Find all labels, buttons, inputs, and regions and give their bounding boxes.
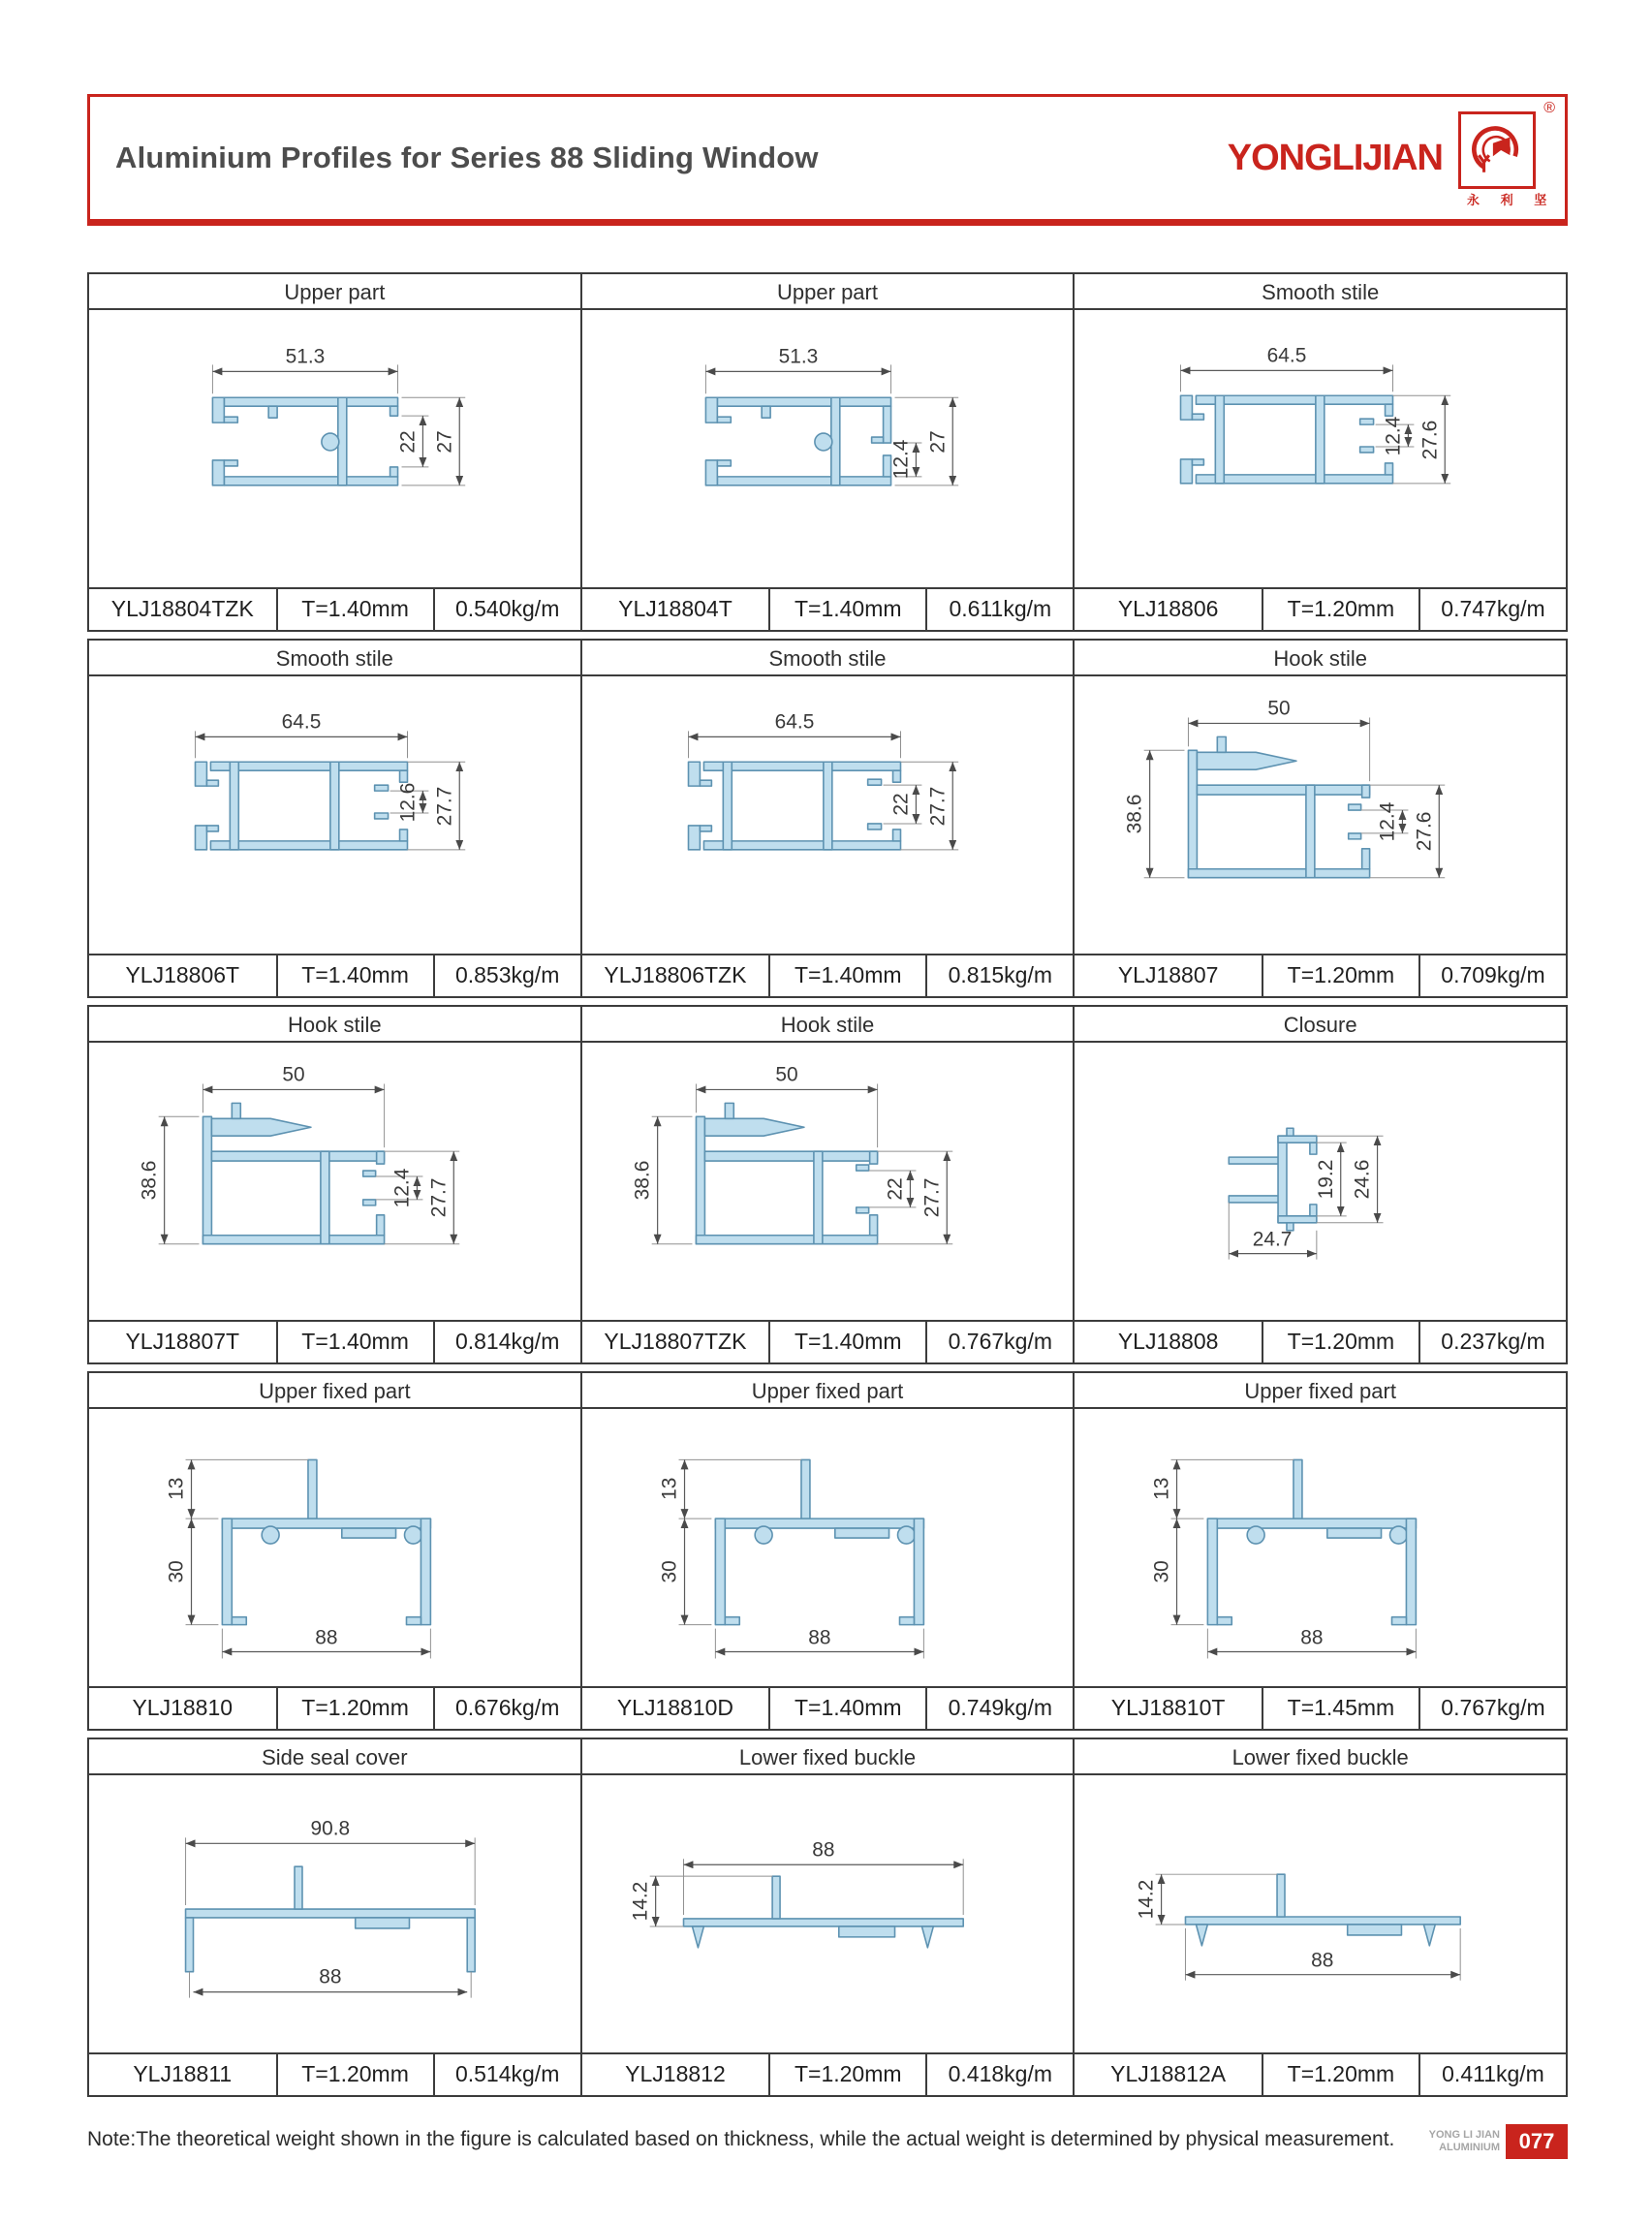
dim-left-height: 30	[165, 1560, 188, 1583]
dim-width: 50	[282, 1063, 305, 1086]
profile-grid	[87, 272, 1568, 2097]
profile-cell-ylj18807tzk	[580, 1005, 1075, 1364]
profile-thickness: T=1.20mm	[1262, 2054, 1418, 2095]
profile-drawing	[89, 1775, 580, 2052]
profile-thickness: T=1.20mm	[768, 2054, 925, 2095]
profile-drawing	[1075, 676, 1566, 954]
profile-cross-section	[1075, 1409, 1566, 1686]
profile-model: YLJ18808	[1117, 1329, 1219, 1354]
profile-spec-row	[89, 954, 580, 996]
dim-width: 64.5	[281, 710, 322, 734]
profile-cross-section	[582, 676, 1074, 954]
profile-category: Upper part	[582, 274, 1074, 310]
profile-cell-ylj18812	[580, 1738, 1075, 2097]
profile-cross-section	[89, 676, 580, 954]
dim-fin-height: 13	[658, 1477, 681, 1500]
grid-row-4	[87, 1371, 1568, 1731]
brand-logo-box	[1458, 111, 1536, 189]
profile-weight: 0.815kg/m	[925, 955, 1073, 996]
profile-category: Upper part	[89, 274, 580, 310]
dim-left-height: 14.2	[1135, 1879, 1158, 1920]
profile-cell-ylj18806t	[87, 639, 582, 998]
profile-category: Hook stile	[582, 1007, 1074, 1043]
profile-weight: 0.853kg/m	[433, 955, 580, 996]
profile-spec-row	[1075, 1686, 1566, 1729]
profile-spec-row	[89, 587, 580, 630]
profile-thickness: T=1.20mm	[276, 1688, 433, 1729]
dim-outer-height: 27.6	[1413, 811, 1436, 852]
dim-outer-height: 27.7	[433, 786, 456, 827]
profile-spec-row	[582, 587, 1074, 630]
profile-model: YLJ18812A	[1110, 2061, 1227, 2086]
profile-drawing	[1075, 310, 1566, 587]
dim-bottom-width: 88	[319, 1965, 342, 1988]
profile-cross-section	[1075, 1043, 1566, 1320]
profile-cross-section	[582, 310, 1074, 587]
profile-drawing	[89, 676, 580, 954]
brand-logo-icon	[1467, 120, 1527, 180]
profile-model: YLJ18807TZK	[604, 1329, 747, 1354]
profile-thickness: T=1.20mm	[1262, 1322, 1418, 1362]
dim-outer-height: 27	[433, 430, 456, 454]
profile-cross-section	[582, 1409, 1074, 1686]
profile-drawing	[582, 1043, 1074, 1320]
profile-cross-section	[1075, 676, 1566, 954]
profile-cell-ylj18808	[1073, 1005, 1568, 1364]
profile-spec-row	[89, 1686, 580, 1729]
profile-weight: 0.767kg/m	[1418, 1688, 1566, 1729]
profile-model: YLJ18810	[132, 1695, 234, 1720]
profile-category: Upper fixed part	[582, 1373, 1074, 1409]
profile-thickness: T=1.40mm	[276, 955, 433, 996]
profile-weight: 0.767kg/m	[925, 1322, 1073, 1362]
profile-category: Hook stile	[89, 1007, 580, 1043]
profile-spec-row	[1075, 587, 1566, 630]
dim-bottom-width: 88	[315, 1626, 338, 1649]
profile-spec-row	[582, 1320, 1074, 1362]
profile-cross-section	[1075, 1775, 1566, 2052]
dim-inner-height: 12.4	[1376, 801, 1399, 842]
dim-outer-height: 27.7	[427, 1177, 451, 1218]
dim-top-width: 88	[811, 1838, 835, 1862]
profile-thickness: T=1.40mm	[768, 589, 925, 630]
dim-fin-height: 13	[1150, 1477, 1173, 1500]
profile-drawing	[1075, 1409, 1566, 1686]
profile-model: YLJ18804T	[618, 596, 732, 621]
page-number-badge: 077	[1506, 2124, 1568, 2159]
dim-outer-height: 27	[925, 430, 949, 454]
dim-bottom-width: 24.7	[1253, 1228, 1293, 1251]
dim-bottom-width: 88	[1300, 1626, 1324, 1649]
grid-row-2	[87, 639, 1568, 998]
dim-outer-height: 27.7	[920, 1177, 943, 1218]
dim-left-height: 30	[658, 1560, 681, 1583]
dim-bottom-width: 88	[807, 1626, 831, 1649]
page-footer	[87, 2124, 1568, 2159]
dim-width: 50	[775, 1063, 798, 1086]
profile-thickness: T=1.20mm	[1262, 955, 1418, 996]
profile-weight: 0.747kg/m	[1418, 589, 1566, 630]
profile-category: Upper fixed part	[1075, 1373, 1566, 1409]
footer-brand-line1: YONG LI JIAN	[1428, 2129, 1500, 2142]
profile-spec-row	[582, 1686, 1074, 1729]
profile-drawing	[1075, 1775, 1566, 2052]
profile-drawing	[582, 1409, 1074, 1686]
profile-weight: 0.418kg/m	[925, 2054, 1073, 2095]
brand-block	[1227, 100, 1556, 207]
profile-weight: 0.709kg/m	[1418, 955, 1566, 996]
profile-category: Smooth stile	[582, 641, 1074, 676]
dim-outer-height: 27.7	[925, 786, 949, 827]
profile-model: YLJ18806TZK	[604, 962, 747, 987]
profile-thickness: T=1.45mm	[1262, 1688, 1418, 1729]
profile-model: YLJ18810D	[616, 1695, 734, 1720]
footer-brand-line2: ALUMINIUM	[1439, 2142, 1500, 2153]
brand-logo	[1458, 100, 1556, 207]
profile-thickness: T=1.40mm	[276, 1322, 433, 1362]
dim-inner-height: 22	[889, 793, 913, 816]
grid-row-3	[87, 1005, 1568, 1364]
profile-model: YLJ18812	[625, 2061, 726, 2086]
dim-inner-height: 12.4	[390, 1168, 414, 1208]
profile-category: Smooth stile	[89, 641, 580, 676]
dim-width: 64.5	[1267, 344, 1307, 367]
profile-drawing	[582, 676, 1074, 954]
page-title: Aluminium Profiles for Series 88 Sliding Window	[115, 141, 819, 174]
profile-spec-row	[1075, 954, 1566, 996]
dim-width: 51.3	[285, 345, 326, 368]
profile-cell-ylj18806	[1073, 272, 1568, 632]
dim-bottom-width: 88	[1311, 1949, 1334, 1972]
brand-wordmark: YONGLIJIAN	[1227, 137, 1443, 178]
profile-model: YLJ18806	[1117, 596, 1219, 621]
profile-spec-row	[1075, 1320, 1566, 1362]
profile-spec-row	[89, 2052, 580, 2095]
dim-left-height: 38.6	[631, 1160, 654, 1201]
profile-cross-section	[89, 310, 580, 587]
note-text: Note:The theoretical weight shown in the figure is calculated based on thickness, while the actual weight is determined by physical measurement.	[87, 2128, 1395, 2150]
profile-model: YLJ18806T	[125, 962, 240, 987]
dim-inner-height: 19.2	[1315, 1159, 1338, 1200]
profile-category: Lower fixed buckle	[582, 1739, 1074, 1775]
dim-left-height: 14.2	[629, 1881, 652, 1922]
profile-category: Lower fixed buckle	[1075, 1739, 1566, 1775]
profile-cross-section	[582, 1043, 1074, 1320]
profile-cell-ylj18811	[87, 1738, 582, 2097]
profile-weight: 0.676kg/m	[433, 1688, 580, 1729]
profile-category: Closure	[1075, 1007, 1566, 1043]
registered-trademark-icon: ®	[1543, 100, 1555, 116]
profile-cell-ylj18804tzk	[87, 272, 582, 632]
profile-weight: 0.411kg/m	[1418, 2054, 1566, 2095]
profile-weight: 0.749kg/m	[925, 1688, 1073, 1729]
dim-inner-height: 22	[884, 1177, 907, 1201]
profile-model: YLJ18804TZK	[110, 596, 254, 621]
profile-cell-ylj18807t	[87, 1005, 582, 1364]
profile-model: YLJ18810T	[1110, 1695, 1226, 1720]
profile-cross-section	[582, 1775, 1074, 2052]
grid-row-1	[87, 272, 1568, 632]
profile-weight: 0.514kg/m	[433, 2054, 580, 2095]
profile-spec-row	[89, 1320, 580, 1362]
profile-cell-ylj18810d	[580, 1371, 1075, 1731]
dim-outer-height: 24.6	[1351, 1159, 1374, 1200]
dim-inner-height: 22	[396, 430, 420, 454]
profile-category: Upper fixed part	[89, 1373, 580, 1409]
profile-cell-ylj18812a	[1073, 1738, 1568, 2097]
profile-thickness: T=1.40mm	[768, 955, 925, 996]
profile-category: Side seal cover	[89, 1739, 580, 1775]
profile-cell-ylj18807	[1073, 639, 1568, 998]
profile-weight: 0.237kg/m	[1418, 1322, 1566, 1362]
profile-thickness: T=1.20mm	[276, 2054, 433, 2095]
profile-cell-ylj18810	[87, 1371, 582, 1731]
dim-width: 64.5	[774, 710, 815, 734]
profile-drawing	[89, 310, 580, 587]
profile-cell-ylj18810t	[1073, 1371, 1568, 1731]
dim-left-height: 38.6	[138, 1160, 161, 1201]
profile-category: Hook stile	[1075, 641, 1566, 676]
dim-inner-height: 12.4	[889, 439, 913, 480]
profile-drawing	[582, 1775, 1074, 2052]
footer-brand	[1429, 2124, 1568, 2159]
profile-weight: 0.540kg/m	[433, 589, 580, 630]
profile-drawing	[1075, 1043, 1566, 1320]
dim-width: 51.3	[778, 345, 818, 368]
profile-cell-ylj18806tzk	[580, 639, 1075, 998]
profile-drawing	[89, 1043, 580, 1320]
profile-cross-section	[1075, 310, 1566, 587]
grid-row-5	[87, 1738, 1568, 2097]
footer-brand-text	[1429, 2129, 1500, 2153]
profile-weight: 0.814kg/m	[433, 1322, 580, 1362]
dim-left-height: 30	[1150, 1560, 1173, 1583]
profile-cross-section	[89, 1043, 580, 1320]
profile-thickness: T=1.20mm	[1262, 589, 1418, 630]
profile-thickness: T=1.40mm	[276, 589, 433, 630]
profile-thickness: T=1.40mm	[768, 1322, 925, 1362]
profile-model: YLJ18807T	[125, 1329, 240, 1354]
profile-model: YLJ18811	[133, 2061, 233, 2086]
profile-cell-ylj18804t	[580, 272, 1075, 632]
profile-spec-row	[582, 954, 1074, 996]
dim-fin-height: 13	[165, 1477, 188, 1500]
dim-top-width: 90.8	[310, 1817, 351, 1840]
profile-model: YLJ18807	[1117, 962, 1219, 987]
profile-spec-row	[582, 2052, 1074, 2095]
dim-inner-height: 12.6	[396, 782, 420, 823]
page-header	[87, 94, 1568, 226]
dim-width: 50	[1267, 697, 1291, 720]
dim-inner-height: 12.4	[1382, 416, 1405, 456]
profile-spec-row	[1075, 2052, 1566, 2095]
dim-left-height: 38.6	[1124, 794, 1147, 834]
profile-drawing	[582, 310, 1074, 587]
profile-thickness: T=1.40mm	[768, 1688, 925, 1729]
dim-outer-height: 27.6	[1418, 420, 1442, 460]
profile-category: Smooth stile	[1075, 274, 1566, 310]
profile-cross-section	[89, 1775, 580, 2052]
profile-drawing	[89, 1409, 580, 1686]
brand-chinese-name: 永 利 坚	[1467, 193, 1556, 207]
profile-cross-section	[89, 1409, 580, 1686]
profile-weight: 0.611kg/m	[925, 589, 1073, 630]
